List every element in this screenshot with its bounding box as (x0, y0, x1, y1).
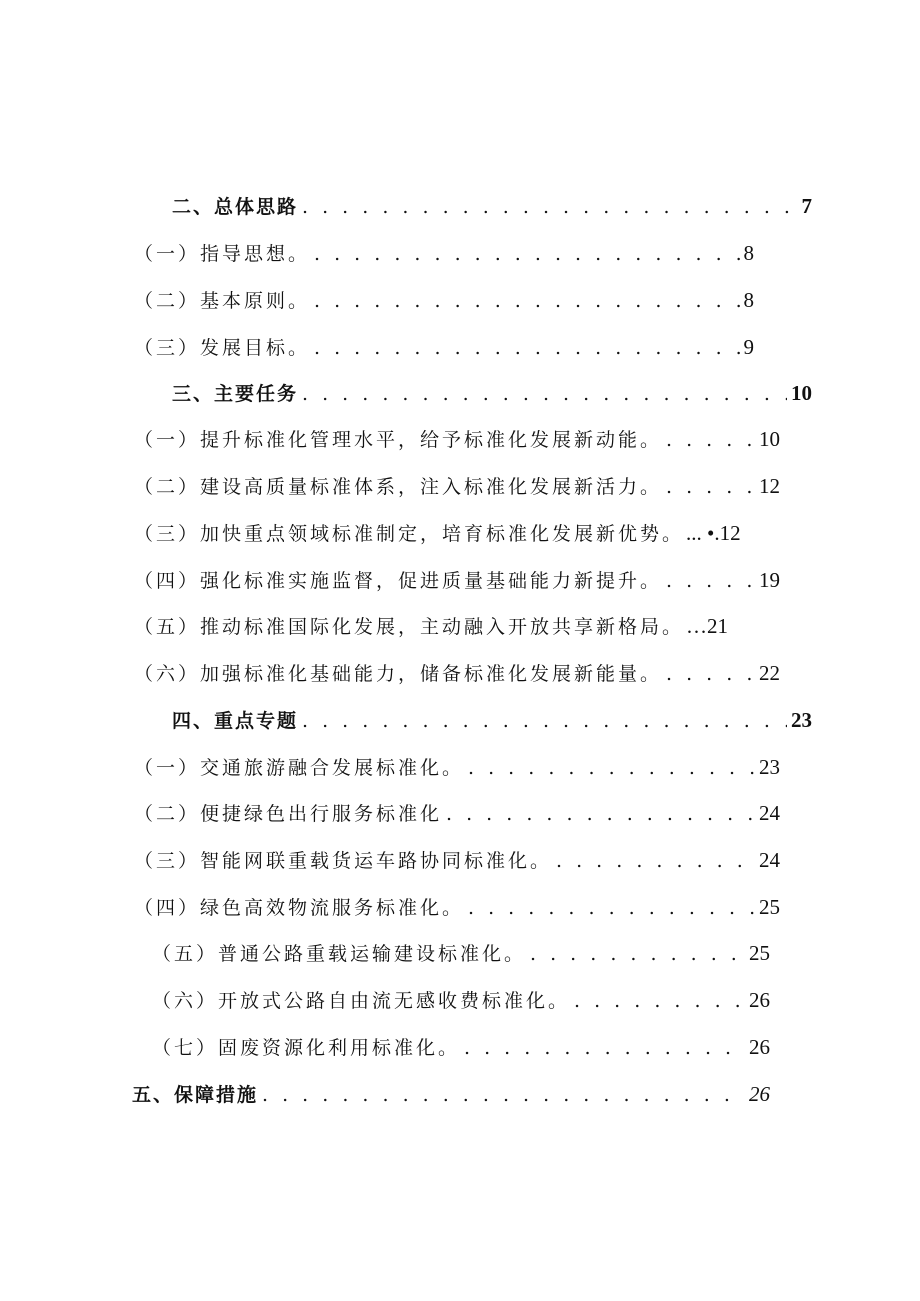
toc-page-number: 26 (749, 988, 770, 1012)
toc-dot-leader (302, 710, 787, 732)
toc-item-label: （二）便捷绿色出行服务标准化 (134, 803, 443, 825)
toc-item-label: （四）绿色高效物流服务标准化。 (134, 897, 465, 919)
toc-heading-3[interactable] (172, 379, 812, 409)
toc-page-number: 12 (759, 474, 780, 498)
toc-heading-2[interactable] (172, 192, 812, 222)
toc-dot-leader (302, 383, 787, 405)
toc-dot-leader (262, 1084, 745, 1106)
toc-page-number: 8 (743, 288, 754, 312)
toc-page-number: 24 (759, 801, 780, 825)
toc-item[interactable] (134, 893, 780, 923)
toc-dot-leader (446, 803, 755, 825)
toc-dot-leader (574, 990, 745, 1012)
toc-heading-label: 四、重点专题 (172, 710, 299, 732)
toc-heading-label: 五、保障措施 (132, 1084, 259, 1106)
toc-dot-leader (666, 429, 755, 451)
toc-item[interactable] (134, 286, 754, 316)
toc-item[interactable] (134, 519, 780, 549)
toc-item-label: （五）普通公路重载运输建设标准化。 (152, 943, 527, 965)
toc-item-label: （六）加强标准化基础能力，储备标准化发展新能量。 (134, 663, 663, 685)
toc-item-label: （一）交通旅游融合发展标准化。 (134, 757, 465, 779)
toc-dot-leader (314, 337, 739, 359)
toc-heading-label: 三、主要任务 (172, 383, 299, 405)
toc-item[interactable] (134, 659, 780, 689)
toc-item[interactable] (134, 472, 780, 502)
toc-page-number: 19 (759, 568, 780, 592)
toc-dot-leader (556, 850, 755, 872)
toc-page-number: 23 (759, 755, 780, 779)
toc-page-number: 8 (743, 241, 754, 265)
toc-item[interactable] (134, 239, 754, 269)
toc-item-label: （二）建设高质量标准体系，注入标准化发展新活力。 (134, 476, 663, 498)
toc-page-number: 26 (749, 1035, 770, 1059)
toc-page-number: 24 (759, 848, 780, 872)
toc-item-label: （一）指导思想。 (134, 243, 311, 265)
toc-dot-leader (666, 476, 755, 498)
toc-dot-leader (530, 943, 745, 965)
toc-dot-leader (666, 663, 755, 685)
toc-item[interactable] (134, 846, 780, 876)
toc-page-number: 9 (743, 335, 754, 359)
toc-page-number: …21 (686, 614, 729, 638)
toc-item[interactable] (134, 425, 780, 455)
toc-item[interactable] (152, 939, 770, 969)
toc-heading-4[interactable] (172, 706, 812, 736)
toc-dot-leader (468, 897, 755, 919)
toc-item-label: （三）智能网联重载货运车路协同标准化。 (134, 850, 553, 872)
toc-page-number: 25 (749, 941, 770, 965)
toc-page-number: 7 (801, 194, 812, 218)
toc-dot-leader (314, 290, 739, 312)
toc-item-label: （二）基本原则。 (134, 290, 311, 312)
toc-heading-label: 二、总体思路 (172, 196, 299, 218)
toc-heading-5[interactable] (132, 1080, 770, 1110)
toc-dot-leader (464, 1037, 745, 1059)
toc-dot-leader (666, 570, 755, 592)
toc-item[interactable] (134, 333, 754, 363)
toc-dot-leader (302, 196, 797, 218)
toc-item-label: （一）提升标准化管理水平，给予标准化发展新动能。 (134, 429, 663, 451)
toc-item[interactable] (152, 986, 770, 1016)
toc-item-label: （五）推动标准国际化发展，主动融入开放共享新格局。 (134, 616, 685, 638)
toc-item[interactable] (134, 612, 780, 642)
toc-item-label: （六）开放式公路自由流无感收费标准化。 (152, 990, 571, 1012)
toc-page-number: 23 (791, 708, 812, 732)
toc-item[interactable] (152, 1033, 770, 1063)
toc-dot-leader (314, 243, 739, 265)
toc-item[interactable] (134, 753, 780, 783)
toc-page-number: 25 (759, 895, 780, 919)
toc-item[interactable] (134, 566, 780, 596)
toc-page-number: 10 (791, 381, 812, 405)
toc-dot-leader (468, 757, 755, 779)
toc-item-label: （四）强化标准实施监督，促进质量基础能力新提升。 (134, 570, 663, 592)
toc-item[interactable] (134, 799, 780, 829)
toc-page-number: 26 (749, 1082, 770, 1106)
toc-item-label: （三）加快重点领域标准制定，培育标准化发展新优势。 (134, 523, 685, 545)
toc-item-label: （七）固废资源化利用标准化。 (152, 1037, 461, 1059)
toc-page-number: ... •.12 (686, 521, 741, 545)
toc-page-number: 10 (759, 427, 780, 451)
toc-page-number: 22 (759, 661, 780, 685)
toc-item-label: （三）发展目标。 (134, 337, 311, 359)
